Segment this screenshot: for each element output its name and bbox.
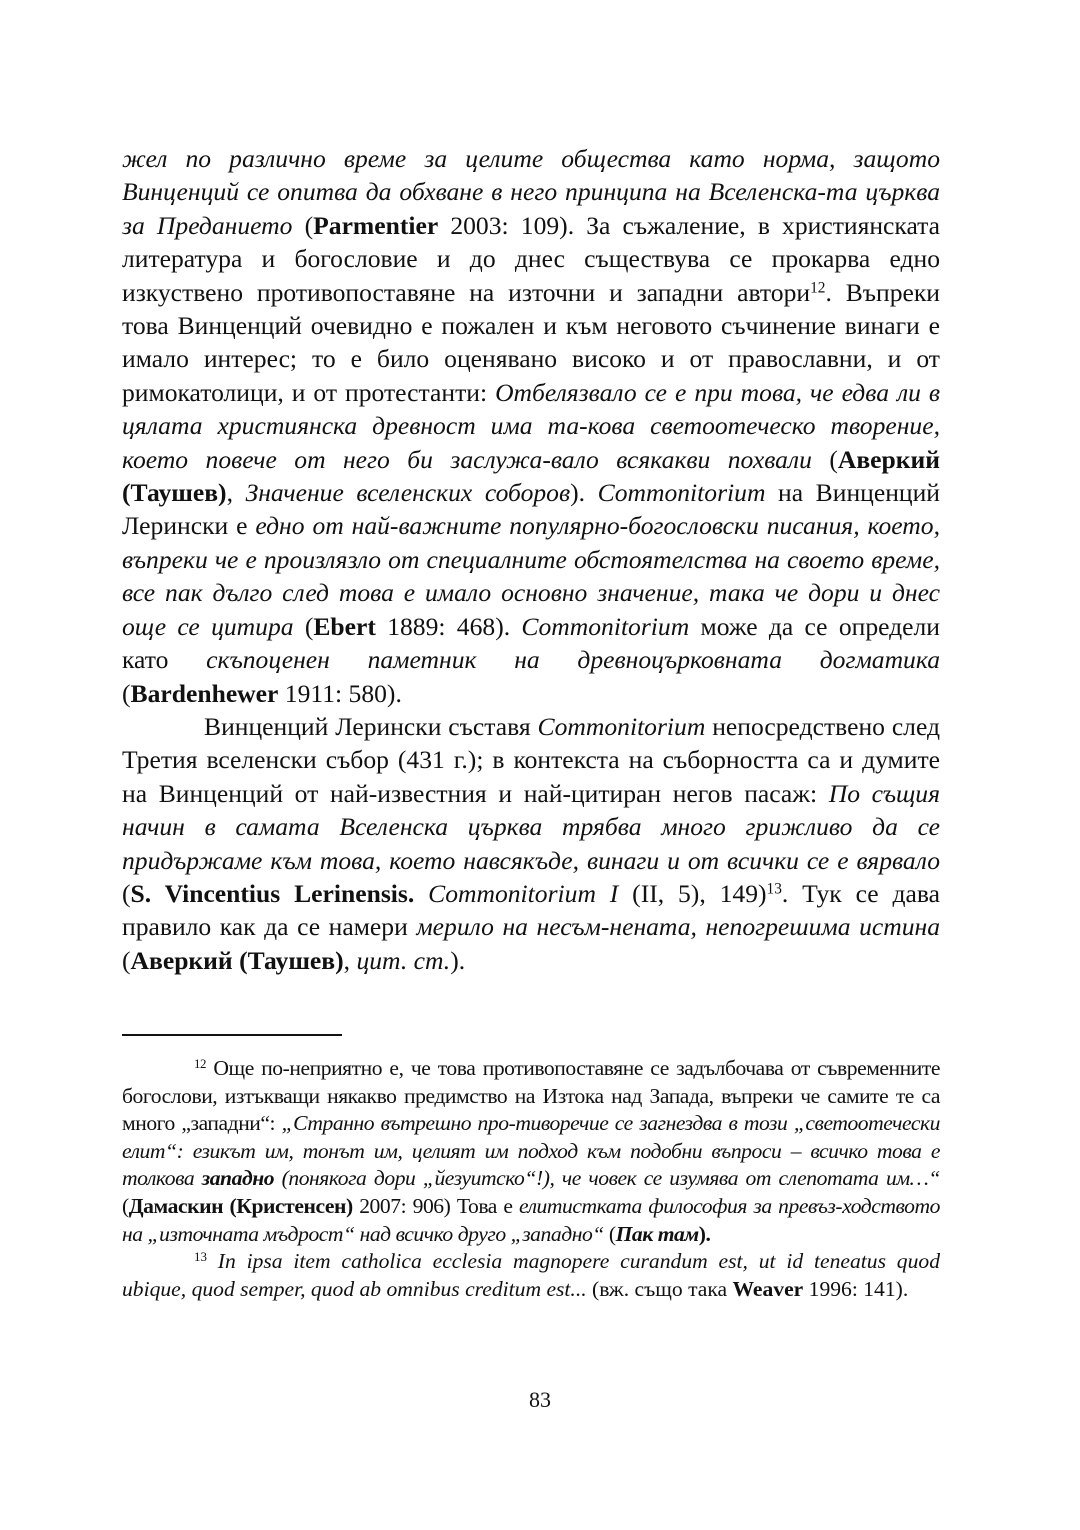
paragraph-1: жел по различно време за целите общества като норма, защото Винценций се опитва да обхване в него принципа на Вселенска-та църква за Преданието (Parmentier 2003: 109). За съжаление, в християнската литература и богословие и до днес съществува се прокарва едно изкуствено противопоставяне на източни и западни автори$^{12}$. Въпреки това Винценций очевидно е пожален и към неговото съчинение винаги е имало интерес; то е било оценявано високо и от православни, и от римокатолици, и от протестанти: Отбелязвало се е при това, че едва ли в цялата християнска древност има та-кова светоотеческо творение, което повече от него би заслужа-вало всякакви похвали (Аверкий (Таушев), Значение вселенских соборов). Commonitorium на Винценций Лерински е едно от най-важните популярно-богословски писания, което, въпреки че е произлязло от специалните обстоятелства на своето време, все пак дълго след това е имало основно значение, така че дори и днес още се цитира (Ebert 1889: 468). Commonitorium може да се определи като скъпоценен паметник на древноцърковната догматика (Bardenhewer 1911: 580). (122, 144, 941, 708)
cited-reference: Пак там (615, 1221, 699, 1246)
quote: (понякога дори „йезуитско“!), че човек се изумява от слепотата им…“ (274, 1166, 940, 1191)
main-text (122, 142, 940, 977)
quote: „Странно вътрешно про-тиворечие се загнездва в този „светоотечески елит“: езикът им, тонът им, целият им подход към подобни въпроси – всичко това е толкова (122, 1111, 940, 1191)
cited-author: Weaver (732, 1276, 804, 1301)
work-title: Commonitorium (521, 611, 690, 641)
cited-author: Bardenhewer (130, 678, 279, 708)
cited-title: Значение вселенских соборов (245, 478, 571, 508)
quote: Отбелязвало се е при това, че едва ли в цялата християнска древност има та-кова светоотеческо творение, което повече от него би заслужа-вало всякакви похвали (122, 377, 940, 474)
cited-author: Ebert (313, 611, 376, 641)
quote: елитистката философия за превъз-ходството на „източната мъдрост“ над всичко друго „западно“ (122, 1193, 941, 1246)
cited-author: S. Vincentius Lerinensis. (130, 878, 415, 908)
footnote-ref-13[interactable]: 13 (766, 880, 782, 898)
cited-author: Аверкий (Таушев) (122, 444, 940, 508)
footnote-ref-12[interactable]: 12 (810, 279, 826, 297)
quote: жел по различно време за целите общества като норма, защото Винценций се опитва да обхване в него принципа на Вселенска-та църква за Преданието (122, 144, 940, 240)
cited-reference: цит. ст. (356, 945, 451, 975)
footnote-separator (122, 1034, 342, 1036)
cited-author: Дамаскин (Кристенсен) (128, 1193, 353, 1218)
quote: In ipsa item catholica ecclesia magnopere curandum est, ut id teneatus quod ubique, quod semper, quod ab omnibus creditum est... (122, 1249, 940, 1301)
work-title: Commonitorium I (428, 878, 619, 908)
work-title: Commonitorium (597, 478, 766, 508)
footnote-12: $^{12}$ Още по-неприятно е, че това противопоставяне се задълбочава от съвременните богослови, изтъкващи някакво предимство на Изтока над Запада, въпреки че самите те са много „западни“: „Странно вътрешно про-тиворечие се загнездва в този „светоотечески елит“: езикът им, тонът им, целият им подход към подобни въпроси – всичко това е толкова западно (понякога дори „йезуитско“!), че човек се изумява от слепотата им…“ (Дамаскин (Кристенсен) 2007: 906) Това е елитистката философия за превъз-ходството на „източната мъдрост“ над всичко друго „западно“ (Пак там). (122, 1055, 941, 1246)
paragraph-2: Винценций Лерински съставя Commonitorium непосредствено след Третия вселенски събор (431 г.); в контекста на съборността са и думите на Винценций от най-известния и най-цитиран негов пасаж: По същия начин в самата Вселенска църква трябва много грижливо да се придържаме към това, което навсякъде, винаги и от всички се е вярвало (S. Vincentius Lerinensis. Commonitorium I (II, 5), 149)$^{13}$. Тук се дава правило как да се намери мерило на несъм-нената, непогрешима истина (Аверкий (Таушев), цит. ст.). (122, 711, 941, 975)
footnote-13: $^{13}$ In ipsa item catholica ecclesia magnopere curandum est, ut id teneatus quod ubique, quod semper, quod ab omnibus creditum est... (вж. също така Weaver 1996: 141). (122, 1249, 940, 1301)
quote: едно от най-важните популярно-богословски писания, което, въпреки че е произлязло от специалните обстоятелства на своето време, все пак дълго след това е имало основно значение, така че дори и днес още се цитира (122, 511, 940, 641)
quote: По същия начин в самата Вселенска църква трябва много грижливо да се придържаме към това, което навсякъде, винаги и от всички се е вярвало (122, 778, 941, 875)
quote: скъпоценен паметник на древноцърковната догматика (206, 645, 940, 675)
footnote-number: 13 (194, 1249, 207, 1265)
footnotes (122, 1055, 940, 1303)
quote: мерило на несъм-нената, непогрешима истина (416, 912, 940, 942)
emphasis: западно (201, 1166, 275, 1191)
work-title: Commonitorium (537, 711, 706, 741)
footnote-number: 12 (194, 1055, 207, 1071)
cited-author: Parmentier (313, 210, 439, 240)
page-number: 83 (529, 1387, 551, 1412)
cited-author: Аверкий (Таушев) (130, 945, 344, 975)
